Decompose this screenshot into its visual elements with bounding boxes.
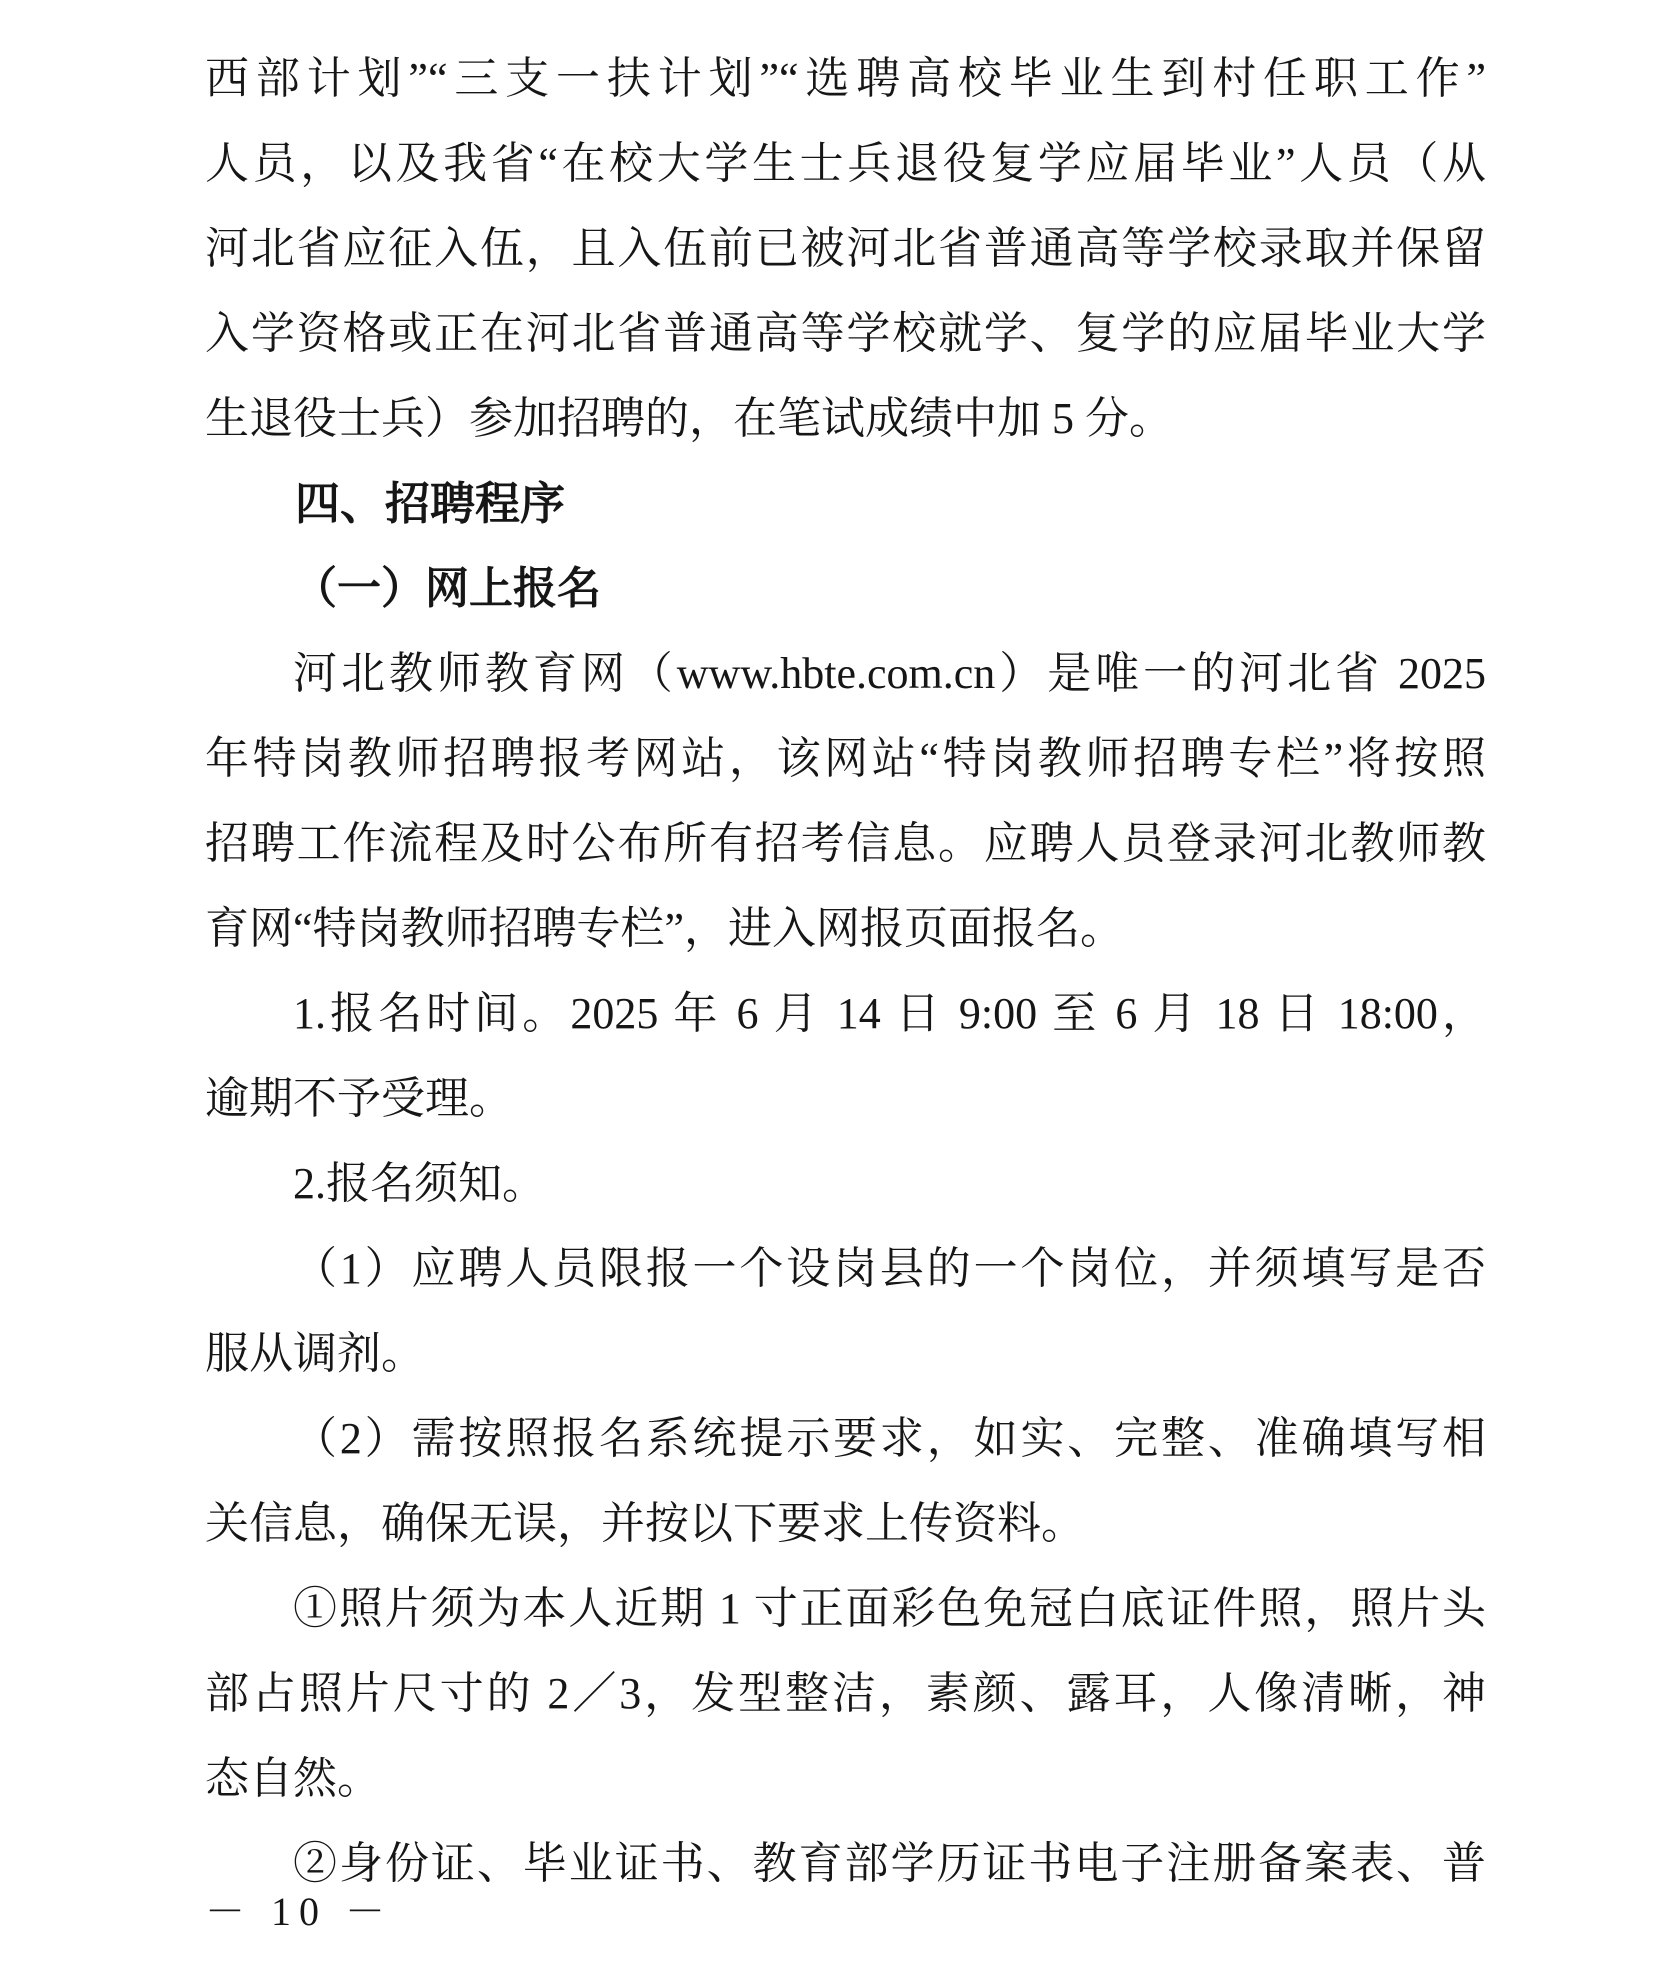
text-line: 逾期不予受理。 <box>205 1074 513 1123</box>
paragraph <box>205 1396 1486 1566</box>
text-line: 服从调剂。 <box>205 1329 425 1378</box>
text-line: 态自然。 <box>205 1754 381 1803</box>
text-line: ①照片须为本人近期 1 寸正面彩色免冠白底证件照，照片头 <box>293 1584 1486 1633</box>
paragraph <box>205 1141 1486 1226</box>
paragraph <box>205 1226 1486 1396</box>
text-line: 关信息，确保无误，并按以下要求上传资料。 <box>205 1499 1085 1548</box>
text-line: 河北教师教育网（www.hbte.com.cn）是唯一的河北省 2025 <box>293 649 1486 698</box>
paragraph <box>205 971 1486 1141</box>
text-line: （一）网上报名 <box>293 564 601 613</box>
document-body <box>205 36 1486 1906</box>
paragraph <box>205 631 1486 971</box>
text-line: 育网“特岗教师招聘专栏”，进入网报页面报名。 <box>205 904 1125 953</box>
text-line: 河北省应征入伍，且入伍前已被河北省普通高等学校录取并保留 <box>205 224 1486 273</box>
paragraph <box>205 1821 1486 1906</box>
paragraph <box>205 461 1486 546</box>
text-line: 年特岗教师招聘报考网站，该网站“特岗教师招聘专栏”将按照 <box>205 734 1486 783</box>
page-number: － 10 － <box>205 1889 393 1934</box>
paragraph <box>205 546 1486 631</box>
paragraph <box>205 1566 1486 1821</box>
text-line: （2）需按照报名系统提示要求，如实、完整、准确填写相 <box>293 1414 1486 1463</box>
paragraph <box>205 36 1486 461</box>
text-line: 部占照片尺寸的 2／3，发型整洁，素颜、露耳，人像清晰，神 <box>205 1669 1486 1718</box>
text-line: 四、招聘程序 <box>295 477 566 530</box>
text-line: 招聘工作流程及时公布所有招考信息。应聘人员登录河北教师教 <box>205 819 1486 868</box>
text-line: ②身份证、毕业证书、教育部学历证书电子注册备案表、普 <box>293 1839 1486 1888</box>
text-line: 西部计划”“三支一扶计划”“选聘高校毕业生到村任职工作” <box>205 54 1486 103</box>
text-line: 入学资格或正在河北省普通高等学校就学、复学的应届毕业大学 <box>205 309 1486 358</box>
text-line: 人员，以及我省“在校大学生士兵退役复学应届毕业”人员（从 <box>205 139 1486 188</box>
text-line: 生退役士兵）参加招聘的，在笔试成绩中加 5 分。 <box>205 394 1173 443</box>
text-line: 1.报名时间。2025 年 6 月 14 日 9:00 至 6 月 18 日 18:00， <box>293 989 1486 1038</box>
text-line: （1）应聘人员限报一个设岗县的一个岗位，并须填写是否 <box>293 1244 1486 1293</box>
text-line: 2.报名须知。 <box>293 1159 546 1208</box>
